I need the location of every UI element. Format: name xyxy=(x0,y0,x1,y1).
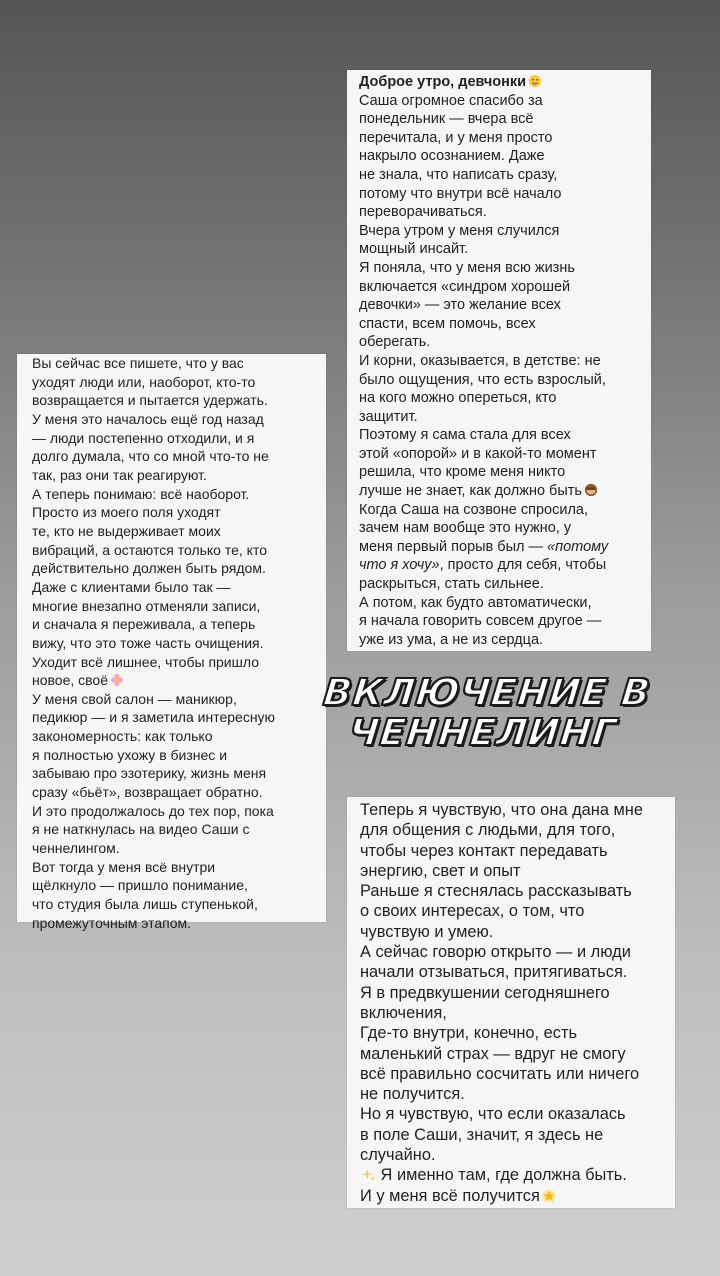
message-text: что студия была лишь ступенькой, xyxy=(32,896,258,913)
message-line xyxy=(359,203,651,222)
message-text: промежуточным этапом. xyxy=(32,914,192,931)
message-text: включается «синдром хорошей xyxy=(359,278,571,295)
message-line xyxy=(32,783,326,802)
message-text: понедельник — вчера всё xyxy=(359,111,534,128)
message-line xyxy=(359,352,651,371)
message-line xyxy=(359,240,651,259)
message-text: Уходит всё лишнее, чтобы пришло xyxy=(32,653,259,670)
message-line xyxy=(32,578,326,597)
message-line xyxy=(32,727,326,746)
message-text: долго думала, что со мной что-то не xyxy=(32,448,269,465)
message-text: те, кто не выдерживает моих xyxy=(32,522,221,539)
smiling-face-emoji-icon xyxy=(526,74,542,90)
message-line xyxy=(32,466,326,485)
message-text: Где-то внутри, конечно, есть xyxy=(360,1024,578,1043)
message-line xyxy=(32,858,326,877)
message-text: А сейчас говорю открыто — и люди xyxy=(360,943,631,962)
message-line xyxy=(359,110,651,129)
message-text: Но я чувствую, что если оказалась xyxy=(360,1105,626,1124)
message-text: щёлкнуло — пришло понимание, xyxy=(32,877,248,894)
message-text: лучше не знает, как должно быть xyxy=(359,483,582,500)
message-line xyxy=(359,389,651,408)
message-text: Раньше я стеснялась рассказывать xyxy=(360,882,632,901)
message-line xyxy=(32,391,326,410)
message-text: вибраций, а остаются только те, кто xyxy=(32,541,268,558)
message-line xyxy=(359,259,651,278)
message-text: А теперь понимаю: всё наоборот. xyxy=(32,485,250,502)
message-line xyxy=(360,1023,675,1043)
message-line xyxy=(359,612,651,631)
message-line xyxy=(360,1145,675,1165)
message-text: в поле Саши, значит, я здесь не xyxy=(360,1125,604,1144)
message-text: забываю про эзотерику, жизнь меня xyxy=(32,765,267,782)
message-text: И у меня всё получится xyxy=(360,1186,540,1205)
message-line xyxy=(32,373,326,392)
message-line xyxy=(360,820,675,840)
message-text: включения, xyxy=(360,1003,447,1022)
message-line xyxy=(360,1044,675,1064)
message-text: зачем нам вообще это нужно, у xyxy=(359,520,572,537)
message-line xyxy=(359,333,651,352)
message-text: девочки» — это желание всех xyxy=(359,297,561,314)
message-line xyxy=(360,1064,675,1084)
message-text: оберегать. xyxy=(359,334,431,351)
message-line xyxy=(360,1186,675,1206)
message-text: переворачиваться. xyxy=(359,204,487,221)
message-line xyxy=(359,296,651,315)
message-text: не знала, что написать сразу, xyxy=(359,166,558,183)
message-text: Теперь я чувствую, что она дана мне xyxy=(360,801,643,819)
message-line xyxy=(32,839,326,858)
message-text: И корни, оказывается, в детстве: не xyxy=(359,352,601,369)
message-text: Поэтому я сама стала для всех xyxy=(359,427,571,444)
message-line xyxy=(360,983,675,1003)
message-line xyxy=(359,166,651,185)
message-line xyxy=(359,445,651,464)
message-line xyxy=(32,820,326,839)
message-line xyxy=(360,1084,675,1104)
message-text: так, раз они так реагируют. xyxy=(32,466,207,483)
message-line xyxy=(360,1104,675,1124)
message-line xyxy=(359,482,651,501)
message-line xyxy=(32,690,326,709)
message-line xyxy=(32,653,326,672)
message-line xyxy=(359,222,651,241)
message-line xyxy=(32,914,326,933)
message-line xyxy=(32,764,326,783)
message-text: было ощущения, что есть взрослый, xyxy=(359,371,606,388)
message-text: А потом, как будто автоматически, xyxy=(359,594,592,611)
message-text: чтобы через контакт передавать xyxy=(360,841,608,860)
message-text: закономерность: как только xyxy=(32,728,213,745)
message-text: У меня свой салон — маникюр, xyxy=(32,690,237,707)
message-text: всё правильно сосчитать или ничего xyxy=(360,1064,640,1083)
message-line xyxy=(32,634,326,653)
message-line xyxy=(359,185,651,204)
message-line xyxy=(360,861,675,881)
message-text: Я именно там, где должна быть. xyxy=(376,1166,627,1185)
message-text: многие внезапно отменяли записи, xyxy=(32,597,261,614)
message-line xyxy=(359,371,651,390)
message-line xyxy=(32,559,326,578)
message-text: И это продолжалось до тех пор, пока xyxy=(32,802,274,819)
message-text: Саша огромное спасибо за xyxy=(359,92,543,109)
message-text: Я в предвкушении сегодняшнего xyxy=(360,983,610,1002)
message-text: спасти, всем помочь, всех xyxy=(359,315,536,332)
message-text: У меня это началось ещё год назад xyxy=(32,410,264,427)
message-line xyxy=(32,541,326,560)
message-line xyxy=(359,129,651,148)
message-text: защитит. xyxy=(359,408,418,425)
message-text: меня первый порыв был — «потому xyxy=(359,538,609,555)
message-text: начали отзываться, притягиваться. xyxy=(360,963,628,982)
message-text: Доброе утро, девчонки xyxy=(359,74,527,90)
message-text: действительно должен быть рядом. xyxy=(32,560,266,577)
message-line xyxy=(359,278,651,297)
message-text: вижу, что это тоже часть очищения. xyxy=(32,634,264,651)
chat-screenshot-top xyxy=(347,70,651,651)
message-text: перечитала, и у меня просто xyxy=(359,129,553,146)
message-line xyxy=(32,410,326,429)
message-text: на кого можно опереться, кто xyxy=(359,390,557,407)
message-line xyxy=(32,522,326,541)
sparkles-emoji-icon xyxy=(360,1166,376,1184)
message-text: маленький страх — вдруг не смогу xyxy=(360,1044,626,1063)
message-line xyxy=(32,429,326,448)
message-text: Когда Саша на созвоне спросила, xyxy=(359,501,589,518)
message-text: Просто из моего поля уходят xyxy=(32,504,221,521)
message-text: Даже с клиентами было так — xyxy=(32,578,231,595)
message-text: мощный инсайт. xyxy=(359,241,469,258)
message-line xyxy=(360,841,675,861)
message-line xyxy=(32,802,326,821)
message-line xyxy=(32,876,326,895)
message-line xyxy=(360,962,675,982)
message-line xyxy=(32,485,326,504)
pink-flower-emoji-icon xyxy=(108,672,124,688)
message-text: уже из ума, а не из сердца. xyxy=(359,631,544,648)
message-line xyxy=(32,503,326,522)
message-line xyxy=(360,1125,675,1145)
message-text: новое, своё xyxy=(32,672,109,689)
message-text: и сначала я переживала, а теперь xyxy=(32,616,256,633)
chat-screenshot-left xyxy=(17,354,326,931)
message-text: я полностью ухожу в бизнес и xyxy=(32,746,228,763)
message-text: Вы сейчас все пишете, что у вас xyxy=(32,355,244,371)
message-line xyxy=(32,671,326,690)
message-line xyxy=(360,881,675,901)
message-line xyxy=(359,538,651,557)
message-text: — люди постепенно отходили, и я xyxy=(32,429,255,446)
chat-screenshot-bottom xyxy=(347,797,675,1208)
message-text: этой «опорой» и в какой-то момент xyxy=(359,445,597,462)
message-line xyxy=(359,501,651,520)
message-text: Я поняла, что у меня всю жизнь xyxy=(359,259,575,276)
message-line xyxy=(32,746,326,765)
message-line xyxy=(360,901,675,921)
message-text: я не наткнулась на видео Саши с xyxy=(32,821,250,838)
message-text: я начала говорить совсем другое — xyxy=(359,613,602,630)
message-line xyxy=(359,519,651,538)
message-line xyxy=(359,575,651,594)
message-line xyxy=(360,1003,675,1023)
message-line xyxy=(32,895,326,914)
message-line xyxy=(359,463,651,482)
overlay-line-2: ЧЕННЕЛИНГ xyxy=(346,711,620,754)
message-text: Вот тогда у меня всё внутри xyxy=(32,858,216,875)
message-text: уходят люди или, наоборот, кто-то xyxy=(32,373,256,390)
message-line xyxy=(360,922,675,942)
story-title-overlay xyxy=(301,673,669,753)
message-line xyxy=(32,447,326,466)
message-line xyxy=(359,315,651,334)
message-line xyxy=(359,426,651,445)
message-text: энергию, свет и опыт xyxy=(360,861,521,880)
message-line xyxy=(360,1165,675,1185)
overlay-line-1: ВКЛЮЧЕНИЕ В xyxy=(321,671,653,714)
message-line xyxy=(360,942,675,962)
message-text: накрыло осознанием. Даже xyxy=(359,148,545,165)
message-text: педикюр — и я заметила интересную xyxy=(32,709,276,726)
glowing-star-emoji-icon xyxy=(540,1187,556,1205)
message-line xyxy=(359,556,651,575)
message-text: сразу «бьёт», возвращает обратно. xyxy=(32,784,263,801)
message-line xyxy=(360,800,675,820)
message-line xyxy=(32,708,326,727)
message-text: что я хочу», просто для себя, чтобы xyxy=(359,557,607,574)
message-text: случайно. xyxy=(360,1146,436,1165)
message-line xyxy=(359,92,651,111)
message-line xyxy=(32,615,326,634)
message-text: для общения с людьми, для того, xyxy=(360,821,616,840)
message-line xyxy=(359,594,651,613)
message-line xyxy=(359,408,651,427)
message-text: ченнелингом. xyxy=(32,840,120,857)
message-line xyxy=(359,631,651,650)
see-no-evil-monkey-emoji-icon xyxy=(582,483,598,499)
message-line xyxy=(359,73,651,92)
message-text: возвращается и пытается удержать. xyxy=(32,392,268,409)
message-text: чувствую и умею. xyxy=(360,922,494,941)
message-text: раскрыться, стать сильнее. xyxy=(359,576,544,593)
message-line xyxy=(32,597,326,616)
message-text: о своих интересах, о том, что xyxy=(360,902,585,921)
message-line xyxy=(359,147,651,166)
message-line xyxy=(32,354,326,373)
message-text: решила, что кроме меня никто xyxy=(359,464,566,481)
message-text: не получится. xyxy=(360,1085,465,1104)
message-text: потому что внутри всё начало xyxy=(359,185,562,202)
message-text: Вчера утром у меня случился xyxy=(359,222,560,239)
